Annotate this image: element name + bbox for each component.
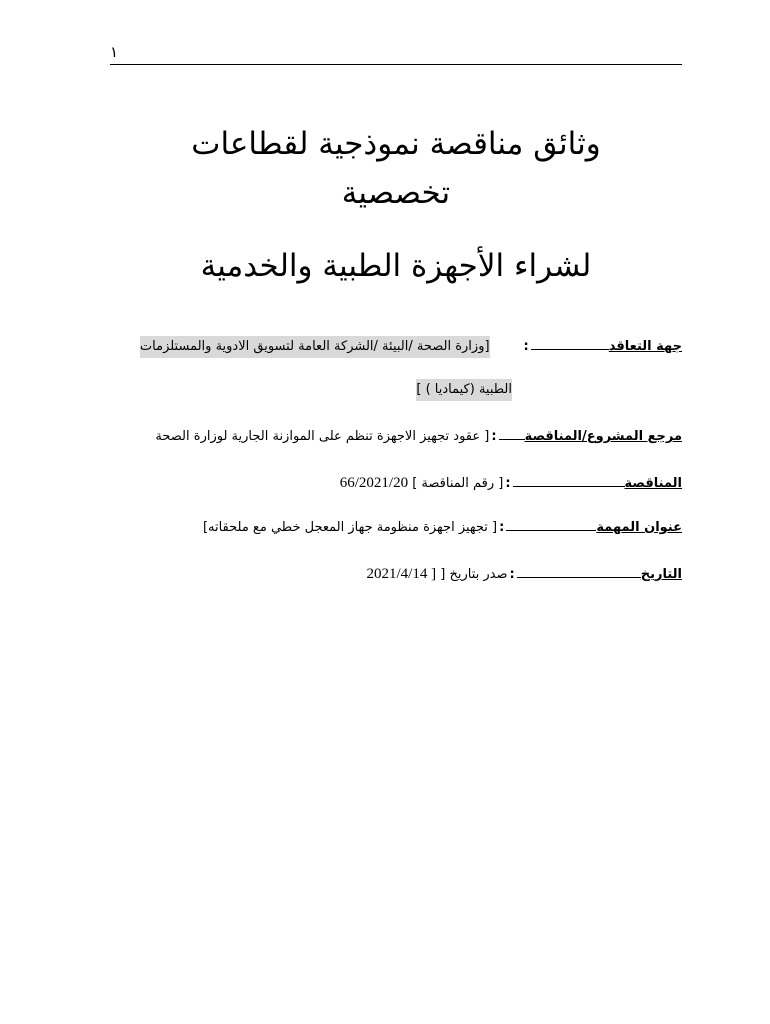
field-contracting-party — [110, 337, 682, 357]
colon: : — [523, 339, 529, 354]
task-title-label — [596, 518, 682, 538]
date-label-text: التاريخ — [640, 567, 682, 582]
task-title-label-text: عنوان المهمة — [596, 520, 682, 535]
page-number: ١ — [110, 43, 119, 61]
colon: : — [505, 476, 511, 491]
field-contracting-party-cont — [110, 380, 682, 400]
field-date — [110, 564, 682, 585]
contracting-party-label — [609, 337, 682, 357]
date-value: 2021/4/14 ] — [366, 566, 437, 582]
colon: : — [509, 567, 515, 582]
field-task-title — [110, 518, 682, 538]
tender-value-prefix: [ رقم المناقصة ] — [412, 476, 504, 491]
colon: : — [499, 520, 505, 535]
date-label — [641, 565, 682, 585]
colon: : — [491, 429, 497, 444]
label-underline — [531, 337, 609, 350]
contracting-party-value-line2: الطبية (كيماديا ) ] — [416, 379, 512, 401]
project-reference-value: [ عقود تجهيز الاجهزة تنظم على الموازنة الجارية لوزارة الصحة — [155, 429, 490, 444]
title-line-2: تخصصية — [341, 175, 451, 211]
document-subtitle — [110, 244, 682, 288]
field-project-reference — [110, 427, 682, 447]
tender-label-text: المناقصة — [624, 476, 682, 491]
project-reference-label — [525, 427, 682, 447]
label-underline — [513, 474, 625, 487]
date-value-prefix: صدر بتاريخ [ — [440, 567, 508, 582]
title-line-3: لشراء الأجهزة الطبية والخدمية — [200, 248, 592, 284]
contracting-party-value-line1: [وزارة الصحة /البيئة /الشركة العامة لتسويق الادوية والمستلزمات — [140, 336, 490, 358]
title-line-1: وثائق مناقصة نموذجية لقطاعات — [191, 126, 601, 162]
tender-number: 66/2021/20 — [339, 475, 409, 491]
project-reference-label-text: مرجع المشروع/المناقصة — [524, 429, 682, 444]
contracting-party-label-text: جهة التعاقد — [608, 339, 682, 354]
field-tender — [110, 473, 682, 494]
task-title-value: [ تجهيز اجهزة منظومة جهاز المعجل خطي مع ملحقاته] — [202, 520, 498, 535]
label-underline — [506, 518, 596, 531]
label-underline — [499, 427, 525, 440]
label-underline — [517, 565, 641, 578]
tender-label — [625, 474, 682, 494]
header-rule — [110, 64, 682, 65]
document-title — [110, 122, 682, 215]
